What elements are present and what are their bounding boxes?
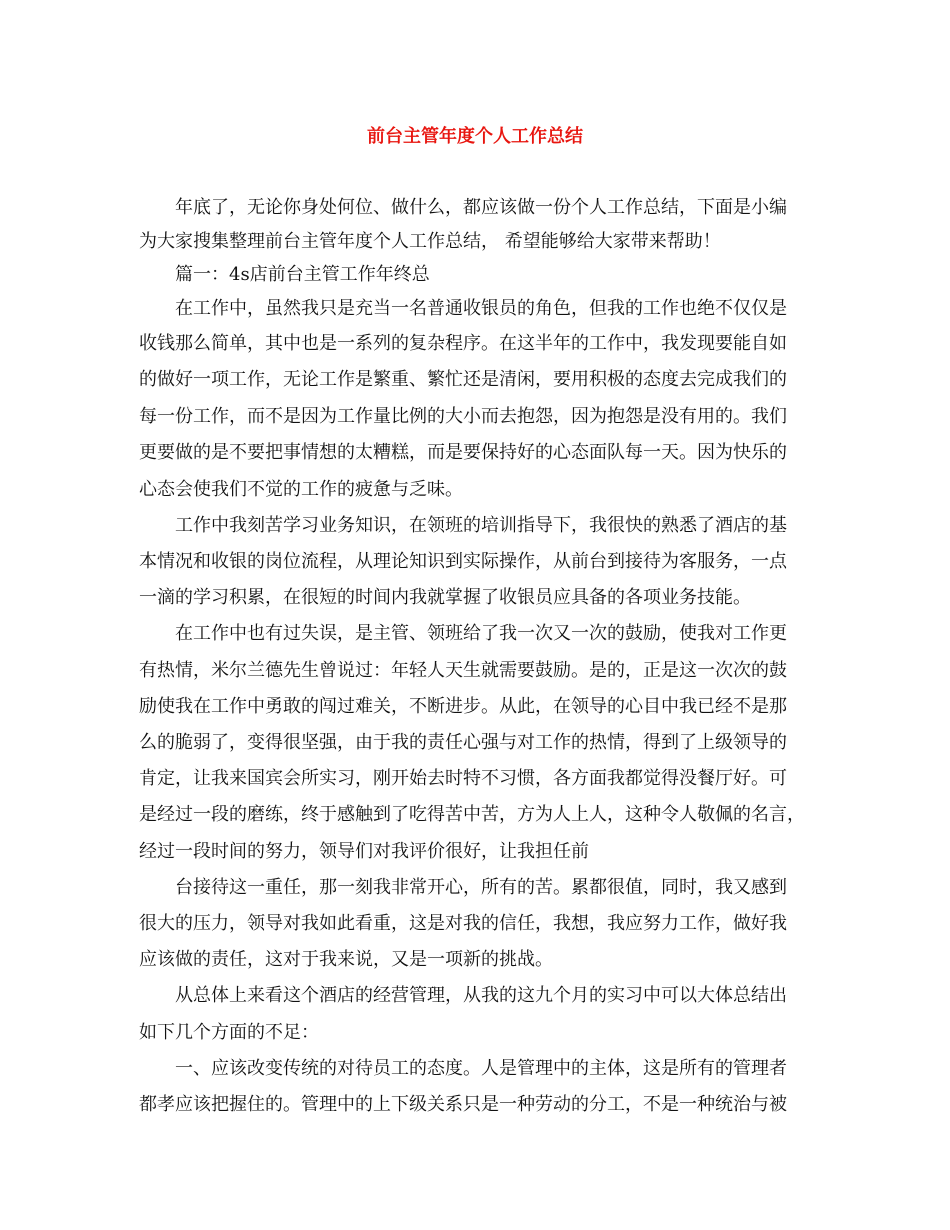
- paragraph-line: 经过一段时间的努力，领导们对我评价很好，让我担任前: [139, 841, 589, 862]
- paragraph-line: 工作中我刻苦学习业务知识，在领班的培训指导下，我很快的熟悉了酒店的基: [175, 515, 787, 536]
- section-heading: 篇一：4s店前台主管工作年终总: [175, 264, 430, 285]
- paragraph-line: 年底了，无论你身处何位、做什么，都应该做一份个人工作总结，下面是小编: [175, 197, 787, 218]
- document-title: 前台主管年度个人工作总结: [367, 126, 583, 147]
- paragraph-line: 在工作中，虽然我只是充当一名普通收银员的角色，但我的工作也绝不仅仅是: [175, 298, 787, 319]
- paragraph-line: 肯定，让我来国宾会所实习，刚开始去时特不习惯，各方面我都觉得没餐厅好。可: [139, 768, 787, 789]
- paragraph-line: 很大的压力，领导对我如此看重，这是对我的信任，我想，我应努力工作，做好我: [139, 913, 787, 934]
- paragraph-line: 应该做的责任，这对于我来说，又是一项新的挑战。: [139, 949, 553, 970]
- paragraph-line: 一滴的学习积累，在很短的时间内我就掌握了收银员应具备的各项业务技能。: [139, 587, 751, 608]
- paragraph-line: 心态会使我们不觉的工作的疲惫与乏味。: [139, 479, 463, 500]
- paragraph-line: 么的脆弱了，变得很坚强，由于我的责任心强与对工作的热情，得到了上级领导的: [139, 732, 787, 753]
- paragraph-line: 收钱那么简单，其中也是一系列的复杂程序。在这半年的工作中，我发现要能自如: [139, 333, 787, 354]
- paragraph-line: 都孝应该把握住的。管理中的上下级关系只是一种劳动的分工，不是一种统治与被: [139, 1094, 787, 1115]
- paragraph-line: 更要做的是不要把事情想的太糟糕，而是要保持好的心态面队每一天。因为快乐的: [139, 442, 787, 463]
- paragraph-line: 一、应该改变传统的对待员工的态度。人是管理中的主体，这是所有的管理者: [175, 1058, 787, 1079]
- paragraph-line: 为大家搜集整理前台主管年度个人工作总结， 希望能够给大家带来帮助！: [139, 231, 721, 252]
- paragraph-line: 励使我在工作中勇敢的闯过难关，不断进步。从此，在领导的心目中我已经不是那: [139, 696, 787, 717]
- paragraph-line: 台接待这一重任，那一刻我非常开心，所有的苦。累都很值，同时，我又感到: [175, 877, 787, 898]
- paragraph-line: 每一份工作，而不是因为工作量比例的大小而去抱怨，因为抱怨是没有用的。我们: [139, 406, 787, 427]
- paragraph-line: 本情况和收银的岗位流程，从理论知识到实际操作，从前台到接待为客服务，一点: [139, 551, 787, 572]
- paragraph-line: 如下几个方面的不足：: [139, 1022, 319, 1043]
- paragraph-line: 的做好一项工作，无论工作是繁重、繁忙还是清闲，要用积极的态度去完成我们的: [139, 369, 787, 390]
- paragraph-line: 从总体上来看这个酒店的经营管理，从我的这九个月的实习中可以大体总结出: [175, 985, 787, 1006]
- paragraph-line: 有热情，米尔兰德先生曾说过：年轻人天生就需要鼓励。是的，正是这一次次的鼓: [139, 660, 787, 681]
- paragraph-line: 是经过一段的磨练，终于感触到了吃得苦中苦，方为人上人，这种令人敬佩的名言，: [139, 804, 805, 825]
- paragraph-line: 在工作中也有过失误，是主管、领班给了我一次又一次的鼓励，使我对工作更: [175, 623, 787, 644]
